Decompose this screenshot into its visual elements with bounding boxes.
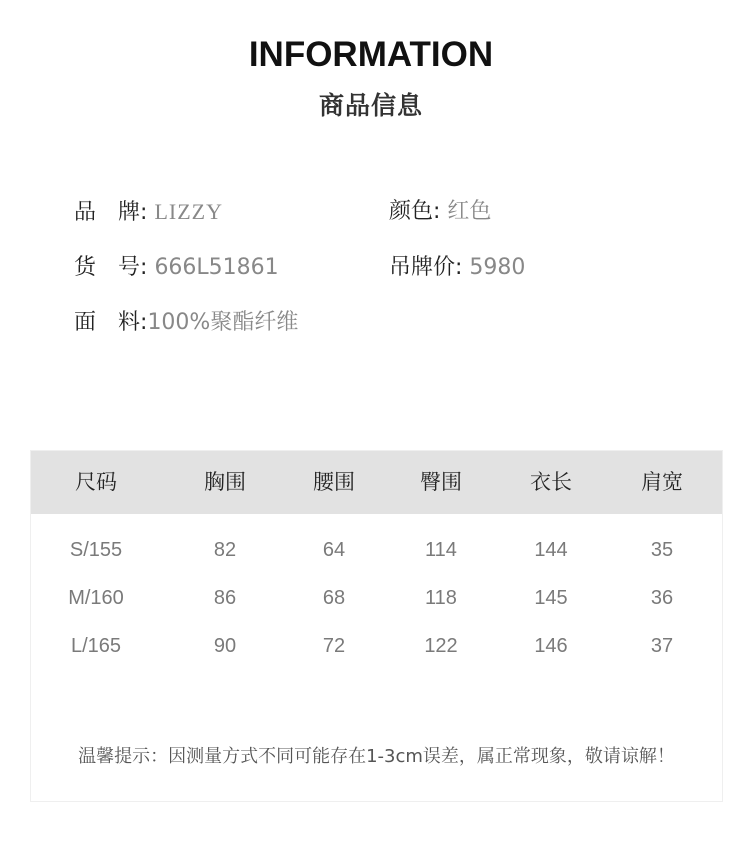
table-cell: 122 xyxy=(424,635,458,657)
info-item-no-label: 货 号: xyxy=(74,255,148,280)
table-cell: 68 xyxy=(322,587,346,609)
info-brand xyxy=(74,197,223,228)
table-cell: 36 xyxy=(650,587,674,609)
info-brand-label: 品 牌: xyxy=(74,200,148,225)
table-cell: S/155 xyxy=(69,539,123,561)
info-color-label: 颜色: xyxy=(389,199,441,224)
info-tag-price-value: 5980 xyxy=(469,255,526,280)
size-table xyxy=(30,450,723,802)
header-length: 衣长 xyxy=(530,470,572,494)
info-tag-price-label: 吊牌价: xyxy=(389,255,463,280)
header-size: 尺码 xyxy=(75,470,117,494)
info-color-value: 红色 xyxy=(447,199,492,224)
info-tag-price xyxy=(389,253,525,283)
table-cell: 90 xyxy=(213,635,237,657)
page-subtitle: 商品信息 xyxy=(318,91,423,120)
header-bust: 胸围 xyxy=(204,470,246,494)
table-cell: 86 xyxy=(213,587,237,609)
table-cell: 145 xyxy=(534,587,568,609)
table-cell: 82 xyxy=(213,539,237,561)
page-title: INFORMATION xyxy=(248,35,494,74)
info-color xyxy=(389,197,491,227)
table-cell: 114 xyxy=(425,539,457,561)
info-fabric-label: 面 料: xyxy=(74,310,148,335)
table-cell: M/160 xyxy=(68,587,124,609)
size-table-header xyxy=(31,451,722,514)
info-item-no xyxy=(74,253,279,283)
header-waist: 腰围 xyxy=(313,470,355,494)
table-cell: 144 xyxy=(534,539,568,561)
table-cell: L/165 xyxy=(70,635,122,657)
info-fabric xyxy=(74,308,298,338)
info-brand-value: LIZZY xyxy=(154,199,223,224)
table-cell: 118 xyxy=(425,587,457,609)
header-shoulder: 肩宽 xyxy=(641,470,683,494)
info-fabric-value: 100%聚酯纤维 xyxy=(147,310,299,335)
header-hip: 臀围 xyxy=(420,470,462,494)
table-cell: 72 xyxy=(322,635,346,657)
table-cell: 146 xyxy=(534,635,568,657)
info-item-no-value: 666L51861 xyxy=(154,255,279,280)
table-cell: 37 xyxy=(650,635,674,657)
measurement-note: 温馨提示：因测量方式不同可能存在1-3cm误差，属正常现象，敬请谅解！ xyxy=(78,746,675,767)
table-cell: 64 xyxy=(322,539,346,561)
table-cell: 35 xyxy=(650,539,674,561)
